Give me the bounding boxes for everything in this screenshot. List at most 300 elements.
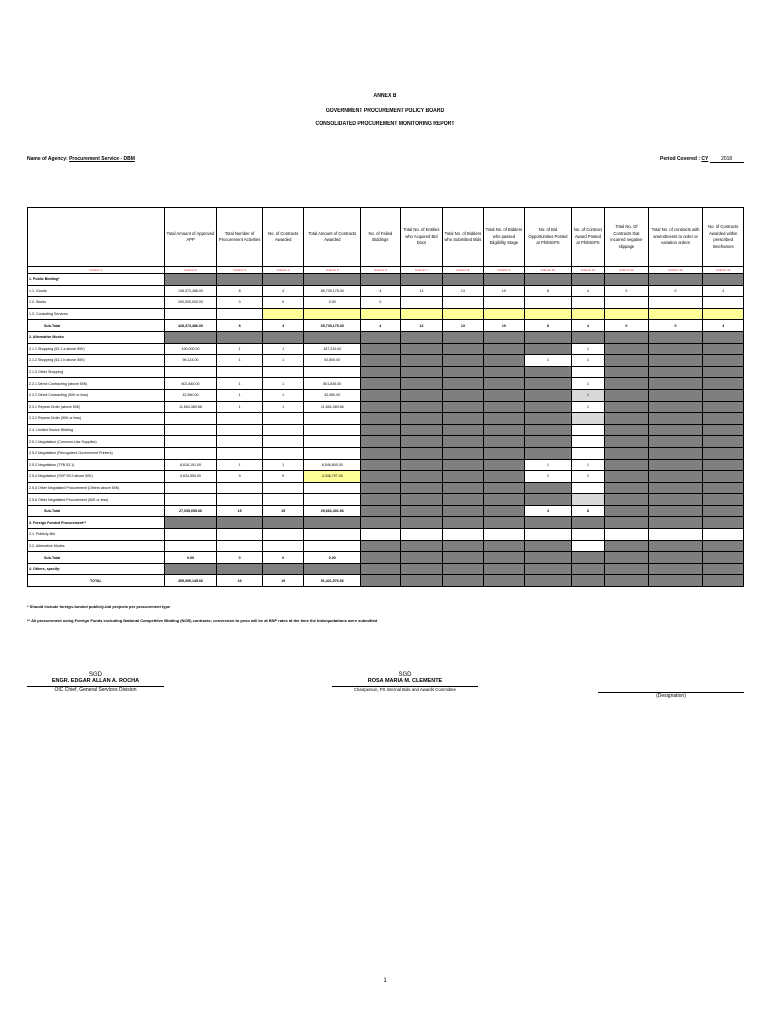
table-cell	[217, 563, 263, 575]
table-row	[28, 447, 744, 459]
table-cell: 4	[571, 320, 604, 332]
table-cell	[703, 447, 744, 459]
table-cell	[648, 366, 703, 378]
table-cell	[304, 482, 361, 494]
footnote-2: ** All procurement using Foreign Funds excluding National Competitive Bidding (NCB) contracts; conversion to peso will be at BSP rates at the time the bids/quotations were submitted	[27, 618, 378, 623]
table-cell	[400, 343, 443, 355]
table-cell: 8,616,191.00	[164, 459, 217, 471]
table-cell	[483, 308, 525, 320]
table-row	[28, 366, 744, 378]
table-cell	[605, 540, 649, 552]
table-cell: 27,035,659.66	[164, 505, 217, 517]
table-cell	[361, 308, 400, 320]
table-cell	[361, 331, 400, 343]
table-cell	[605, 517, 649, 529]
table-cell	[703, 529, 744, 541]
table-cell	[217, 366, 263, 378]
table-cell	[483, 343, 525, 355]
row-label: 2.1.3 Other Shopping	[28, 366, 165, 378]
table-cell	[703, 517, 744, 529]
table-cell: 42,560.00	[164, 389, 217, 401]
table-cell	[164, 494, 217, 506]
table-cell	[525, 540, 572, 552]
table-cell	[571, 447, 604, 459]
table-cell: 1	[262, 389, 304, 401]
table-cell	[361, 401, 400, 413]
table-cell	[164, 366, 217, 378]
table-cell: 4	[703, 285, 744, 297]
table-cell	[443, 505, 484, 517]
table-cell: 4	[262, 285, 304, 297]
table-cell	[483, 413, 525, 425]
table-cell	[400, 540, 443, 552]
period-year: 2018	[710, 156, 744, 163]
table-cell	[605, 366, 649, 378]
table-cell	[361, 274, 400, 286]
table-cell	[703, 297, 744, 309]
table-cell	[361, 529, 400, 541]
table-cell	[703, 308, 744, 320]
table-cell	[304, 274, 361, 286]
table-cell	[525, 378, 572, 390]
table-cell: 91,421,576.66	[304, 575, 361, 587]
table-row	[28, 355, 744, 367]
signature-left-sgd: SGD	[88, 672, 102, 678]
row-label: Sub-Total	[28, 552, 165, 564]
table-cell	[400, 471, 443, 483]
row-label: 2.3.1 Repeat Order (above 50K)	[28, 401, 165, 413]
table-cell	[605, 343, 649, 355]
table-cell: 0	[262, 552, 304, 564]
table-cell	[648, 355, 703, 367]
table-cell: 0	[262, 297, 304, 309]
table-cell	[571, 274, 604, 286]
table-cell	[400, 355, 443, 367]
table-row	[28, 308, 744, 320]
column-number-11: Column 11	[571, 267, 604, 274]
table-cell	[400, 494, 443, 506]
table-cell	[400, 389, 443, 401]
column-number-9: Column 9	[483, 267, 525, 274]
table-cell	[571, 552, 604, 564]
table-cell	[217, 413, 263, 425]
table-cell: 187,210.00	[304, 343, 361, 355]
table-cell	[443, 494, 484, 506]
table-cell	[400, 308, 443, 320]
row-label: 4. Others, specify:	[28, 563, 165, 575]
signature-left-name: ENGR. EDGAR ALLAN A. ROCHA	[51, 678, 140, 684]
table-cell	[571, 540, 604, 552]
table-cell	[217, 540, 263, 552]
page-number: 1	[383, 978, 387, 984]
table-cell	[483, 494, 525, 506]
table-cell	[703, 413, 744, 425]
table-cell: 4	[361, 320, 400, 332]
table-cell	[361, 563, 400, 575]
column-number-10: Column 10	[525, 267, 572, 274]
column-header-1	[28, 208, 165, 267]
table-cell	[443, 424, 484, 436]
table-cell: 801,845.00	[164, 378, 217, 390]
column-number-4: Column 4	[262, 267, 304, 274]
signature-middle-sgd: SGD	[398, 672, 412, 678]
table-cell	[571, 575, 604, 587]
table-cell	[703, 540, 744, 552]
table-row	[28, 540, 744, 552]
row-label: 2.1.1 Shopping (52.1 a above 50K)	[28, 343, 165, 355]
table-cell: 25,662,401.66	[304, 505, 361, 517]
table-cell	[443, 308, 484, 320]
column-header-11: No. of Contract Award Posted at PhilGEPS	[571, 208, 604, 267]
table-cell	[605, 529, 649, 541]
table-cell	[400, 331, 443, 343]
table-cell: 190,000.00	[164, 343, 217, 355]
table-cell	[361, 366, 400, 378]
table-cell: 10	[483, 285, 525, 297]
signature-left	[27, 672, 164, 693]
table-cell: 2	[525, 471, 572, 483]
table-cell	[217, 331, 263, 343]
table-cell	[605, 575, 649, 587]
table-cell	[605, 308, 649, 320]
table-cell: 8	[217, 320, 263, 332]
table-cell	[703, 563, 744, 575]
table-cell	[703, 274, 744, 286]
table-cell	[483, 482, 525, 494]
table-cell: 4	[703, 320, 744, 332]
table-cell	[525, 563, 572, 575]
table-cell	[361, 552, 400, 564]
table-cell	[703, 401, 744, 413]
table-cell	[262, 447, 304, 459]
table-cell: 2	[571, 471, 604, 483]
table-cell	[483, 424, 525, 436]
column-header-9: Total No. of Bidders who passed Eligibility Stage	[483, 208, 525, 267]
table-header-row	[28, 208, 744, 267]
table-cell	[164, 331, 217, 343]
table-cell	[443, 274, 484, 286]
column-header-4: No. of Contracts Awarded	[262, 208, 304, 267]
table-cell	[217, 436, 263, 448]
table-cell	[605, 424, 649, 436]
table-cell: 1	[217, 401, 263, 413]
table-cell	[483, 540, 525, 552]
table-cell	[525, 413, 572, 425]
table-cell	[217, 529, 263, 541]
agency-line	[27, 156, 135, 162]
table-row	[28, 389, 744, 401]
table-row	[28, 413, 744, 425]
table-cell	[164, 413, 217, 425]
row-label: 3.1. Publicly-Bid	[28, 529, 165, 541]
table-cell	[605, 378, 649, 390]
table-cell	[304, 447, 361, 459]
table-cell: 1	[217, 355, 263, 367]
table-cell	[648, 331, 703, 343]
column-header-7: Total No. of Entities who Acquired Bid Docs	[400, 208, 443, 267]
table-cell	[483, 378, 525, 390]
column-number-6: Column 6	[361, 267, 400, 274]
agency-value: Procurement Service - DBM	[69, 156, 135, 162]
table-cell	[217, 274, 263, 286]
table-cell: 1	[571, 459, 604, 471]
table-cell	[443, 575, 484, 587]
monitoring-table	[27, 207, 744, 587]
table-cell	[304, 563, 361, 575]
table-cell	[483, 563, 525, 575]
table-cell: 1	[525, 355, 572, 367]
table-cell	[483, 447, 525, 459]
table-cell: 801,845.00	[304, 378, 361, 390]
table-cell	[443, 389, 484, 401]
table-row	[28, 343, 744, 355]
table-cell	[648, 459, 703, 471]
table-cell	[605, 331, 649, 343]
table-cell	[648, 447, 703, 459]
table-cell: 0	[605, 285, 649, 297]
signature-right-position: (Designation)	[598, 692, 744, 699]
table-cell	[400, 563, 443, 575]
table-cell	[648, 389, 703, 401]
table-cell	[605, 389, 649, 401]
table-cell: 1	[262, 459, 304, 471]
table-cell	[443, 401, 484, 413]
table-cell	[443, 517, 484, 529]
table-cell	[525, 331, 572, 343]
table-cell	[525, 575, 572, 587]
table-cell	[217, 308, 263, 320]
table-cell	[571, 308, 604, 320]
table-cell: 8	[525, 320, 572, 332]
table-cell	[400, 505, 443, 517]
table-cell	[443, 529, 484, 541]
column-number-5: Column 5	[304, 267, 361, 274]
table-cell	[525, 482, 572, 494]
table-cell	[525, 308, 572, 320]
table-cell	[525, 517, 572, 529]
table-cell	[443, 482, 484, 494]
table-cell: 290,000,000.00	[164, 297, 217, 309]
table-cell	[605, 274, 649, 286]
table-cell	[217, 494, 263, 506]
table-cell: 1	[262, 401, 304, 413]
table-cell	[400, 575, 443, 587]
table-cell	[400, 274, 443, 286]
table-cell: 65,739,175.00	[304, 285, 361, 297]
table-cell: 0	[217, 297, 263, 309]
table-cell: 1	[217, 343, 263, 355]
table-cell	[361, 471, 400, 483]
table-cell	[571, 529, 604, 541]
table-cell	[483, 529, 525, 541]
column-number-13: Column 13	[648, 267, 703, 274]
table-cell	[400, 459, 443, 471]
table-cell	[400, 366, 443, 378]
table-cell: 9	[217, 471, 263, 483]
column-header-14: No. of Contracts Awarded within prescribed timeframes	[703, 208, 744, 267]
table-cell	[400, 552, 443, 564]
table-cell: 8,546,800.00	[304, 459, 361, 471]
table-cell	[483, 401, 525, 413]
table-cell	[703, 482, 744, 494]
table-cell	[164, 274, 217, 286]
table-cell: 4	[262, 320, 304, 332]
signature-middle	[332, 672, 478, 692]
table-cell	[262, 482, 304, 494]
table-cell: 1	[217, 459, 263, 471]
table-cell	[648, 343, 703, 355]
column-header-3: Total Number of Procurement Activities	[217, 208, 263, 267]
table-row	[28, 505, 744, 517]
table-cell: 1	[571, 343, 604, 355]
table-cell	[164, 482, 217, 494]
table-cell	[605, 447, 649, 459]
row-label: 1.2. Works	[28, 297, 165, 309]
table-cell: 1	[262, 355, 304, 367]
table-cell	[400, 436, 443, 448]
period-prefix: CY	[701, 156, 709, 162]
table-cell: 65,739,175.00	[304, 320, 361, 332]
signature-middle-name: ROSA MARIA M. CLEMENTE	[367, 678, 443, 684]
table-cell	[648, 401, 703, 413]
table-cell	[304, 331, 361, 343]
signature-middle-position: Chairperson, PS Internal Bids and Awards Committee	[332, 686, 478, 692]
table-cell	[703, 343, 744, 355]
table-cell	[483, 436, 525, 448]
table-cell	[525, 529, 572, 541]
table-cell	[443, 471, 484, 483]
table-cell	[443, 297, 484, 309]
table-cell	[361, 389, 400, 401]
table-row	[28, 529, 744, 541]
table-cell	[648, 308, 703, 320]
row-label: 1. Public Bidding*	[28, 274, 165, 286]
table-cell	[217, 424, 263, 436]
row-label: 3.2. Alternative Modes	[28, 540, 165, 552]
table-cell	[400, 378, 443, 390]
table-cell	[648, 471, 703, 483]
table-cell	[648, 505, 703, 517]
table-cell: 4	[571, 285, 604, 297]
table-cell: 19	[262, 575, 304, 587]
report-title: CONSOLIDATED PROCUREMENT MONITORING REPORT	[315, 121, 455, 127]
table-cell: 1	[571, 355, 604, 367]
table-cell	[217, 447, 263, 459]
table-cell	[361, 355, 400, 367]
table-cell: 1	[262, 343, 304, 355]
table-cell: 8	[525, 285, 572, 297]
table-cell: 0.00	[164, 552, 217, 564]
table-cell	[525, 343, 572, 355]
table-row	[28, 482, 744, 494]
table-cell	[525, 494, 572, 506]
table-cell: 1	[525, 459, 572, 471]
table-cell	[400, 529, 443, 541]
table-cell	[304, 517, 361, 529]
table-cell	[648, 563, 703, 575]
table-cell	[703, 552, 744, 564]
signature-left-position: OIC Chief, General Services Division	[27, 686, 164, 693]
table-cell: 9	[262, 471, 304, 483]
table-row	[28, 563, 744, 575]
table-cell	[703, 471, 744, 483]
table-cell	[400, 401, 443, 413]
row-label: 2.5.2 Negotiation (Recognized Government Printers)	[28, 447, 165, 459]
table-cell: 23	[217, 575, 263, 587]
table-cell	[443, 355, 484, 367]
table-cell: 0	[648, 320, 703, 332]
table-cell	[262, 308, 304, 320]
table-cell	[361, 517, 400, 529]
table-cell	[571, 494, 604, 506]
table-row	[28, 517, 744, 529]
column-number-12: Column 12	[605, 267, 649, 274]
table-cell	[262, 517, 304, 529]
table-cell	[217, 482, 263, 494]
column-number-row	[28, 267, 744, 274]
table-cell	[571, 482, 604, 494]
table-cell	[304, 413, 361, 425]
table-cell	[443, 540, 484, 552]
table-cell	[525, 552, 572, 564]
table-cell	[262, 274, 304, 286]
table-cell	[304, 308, 361, 320]
table-cell	[703, 494, 744, 506]
table-cell: 15	[262, 505, 304, 517]
table-cell	[400, 413, 443, 425]
table-cell: 1	[217, 378, 263, 390]
table-cell: 428,373,486.00	[164, 320, 217, 332]
table-cell	[361, 494, 400, 506]
column-header-10: No. of Bid Opportunities Posted at PhilGEPS	[525, 208, 572, 267]
table-cell	[304, 366, 361, 378]
table-cell	[361, 378, 400, 390]
table-cell	[605, 355, 649, 367]
table-cell	[443, 447, 484, 459]
table-cell	[648, 378, 703, 390]
table-cell: 96,124.00	[164, 355, 217, 367]
table-cell	[703, 424, 744, 436]
column-number-8: Column 8	[443, 267, 484, 274]
table-cell	[304, 529, 361, 541]
table-cell: 13	[443, 285, 484, 297]
table-cell	[648, 413, 703, 425]
table-cell	[703, 389, 744, 401]
table-row	[28, 401, 744, 413]
table-cell	[571, 517, 604, 529]
footnote-1: * Should include foreign-funded publicly-bid projects per procurement type	[27, 604, 171, 609]
row-label: 2.5.3 Negotiation (TFB 53.1)	[28, 459, 165, 471]
table-cell	[571, 297, 604, 309]
table-cell	[648, 424, 703, 436]
table-cell	[361, 343, 400, 355]
table-cell	[525, 424, 572, 436]
table-cell: 13	[443, 320, 484, 332]
row-label: TOTAL	[28, 575, 165, 587]
table-cell	[525, 366, 572, 378]
row-label: Sub-Total	[28, 320, 165, 332]
table-row	[28, 424, 744, 436]
table-cell	[483, 459, 525, 471]
table-cell	[648, 274, 703, 286]
column-header-5: Total Amount of Contracts Awarded	[304, 208, 361, 267]
table-cell	[443, 331, 484, 343]
period-line	[660, 156, 744, 163]
table-cell	[361, 540, 400, 552]
table-cell	[304, 424, 361, 436]
table-cell	[605, 505, 649, 517]
table-cell	[648, 552, 703, 564]
